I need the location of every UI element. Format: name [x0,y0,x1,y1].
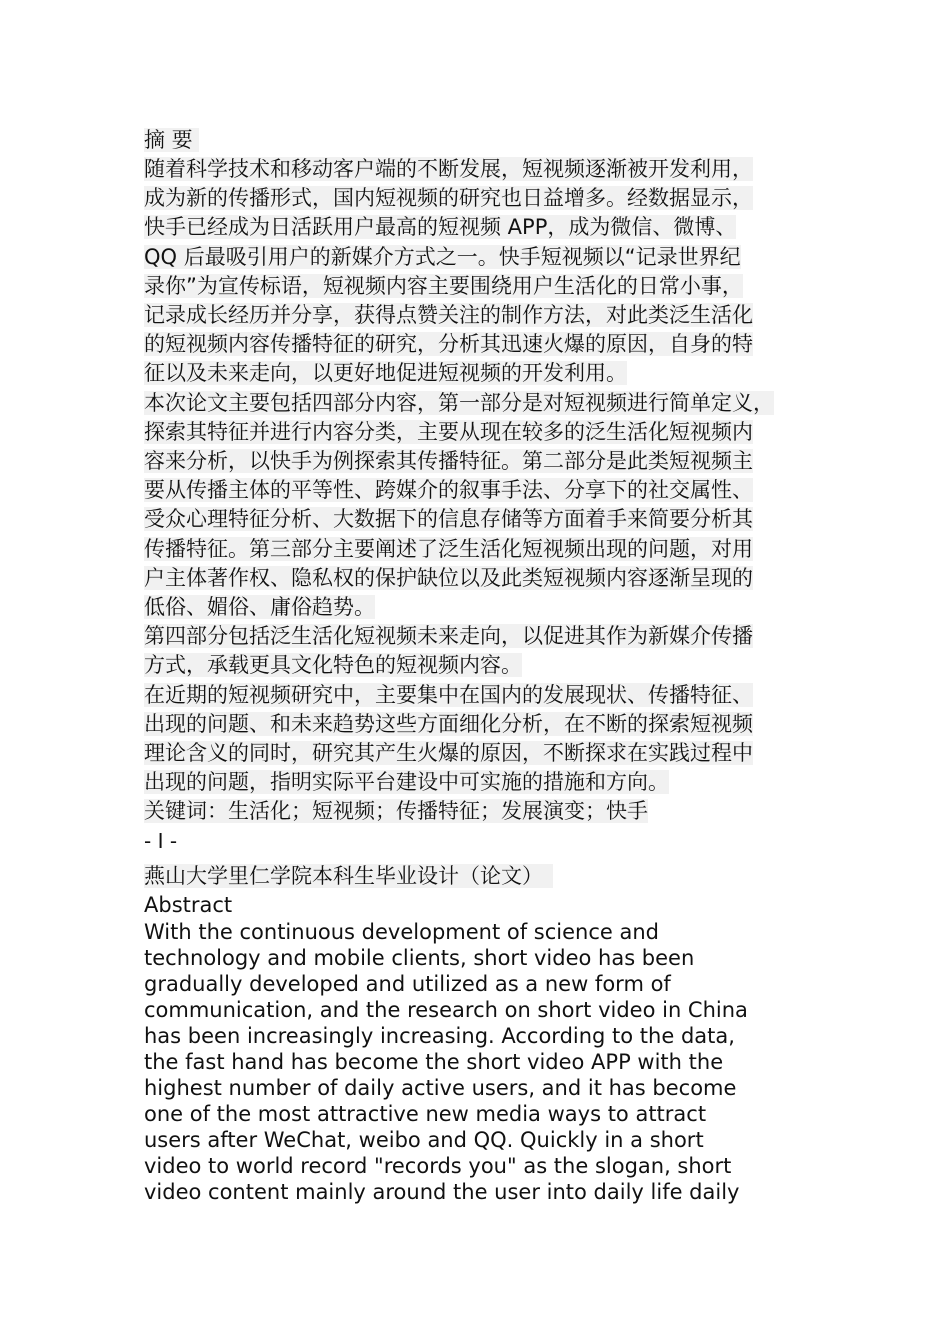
text-line: 在近期的短视频研究中，主要集中在国内的发展现状、传播特征、 [144,682,753,707]
text-line: 成为新的传播形式，国内短视频的研究也日益增多。经数据显示， [144,186,753,211]
text-line: 户主体著作权、隐私权的保护缺位以及此类短视频内容逐渐呈现的 [144,565,753,590]
text-line: 低俗、媚俗、庸俗趋势。 [144,595,375,620]
text-line: 受众心理特征分析、大数据下的信息存储等方面着手来简要分析其 [144,507,753,532]
text-line: With the continuous development of science and [144,919,659,944]
text-line: 的短视频内容传播特征的研究，分析其迅速火爆的原因，自身的特 [144,332,753,357]
page-number: - I - [144,828,178,853]
text-line: gradually developed and utilized as a new form of [144,971,671,996]
text-line: 本次论文主要包括四部分内容，第一部分是对短视频进行简单定义， [144,390,774,415]
keywords-line: 关键词：生活化；短视频；传播特征；发展演变；快手 [144,799,648,824]
text-line: 出现的问题、和未来趋势这些方面细化分析，在不断的探索短视频 [144,711,753,736]
abstract-zh-paragraph-1 [144,155,824,389]
text-line: 要从传播主体的平等性、跨媒介的叙事手法、分享下的社交属性、 [144,478,753,503]
text-line: video content mainly around the user into daily life daily [144,1179,740,1204]
text-line: 探索其特征并进行内容分类，主要从现在较多的泛生活化短视频内 [144,419,753,444]
text-line: QQ 后最吸引用户的新媒介方式之一。快手短视频以“记录世界纪 [144,244,741,269]
document-page [144,126,824,1205]
abstract-en-heading: Abstract [144,892,233,917]
text-line: 随着科学技术和移动客户端的不断发展，短视频逐渐被开发利用， [144,157,753,181]
text-line: technology and mobile clients, short video has been [144,945,695,970]
text-line: 快手已经成为日活跃用户最高的短视频 APP，成为微信、微博、 [144,215,737,240]
text-line: 方式，承载更具文化特色的短视频内容。 [144,653,522,678]
text-line: 传播特征。第三部分主要阐述了泛生活化短视频出现的问题，对用 [144,536,753,561]
abstract-zh-paragraph-2 [144,389,824,623]
text-line: video to world record "records you" as the slogan, short [144,1153,732,1178]
text-line: 征以及未来走向，以更好地促进短视频的开发利用。 [144,361,627,386]
text-line: has been increasingly increasing. According to the data, [144,1023,735,1048]
text-line: the fast hand has become the short video APP with the [144,1049,724,1074]
text-line: communication, and the research on short video in China [144,997,748,1022]
text-line: 容来分析，以快手为例探索其传播特征。第二部分是此类短视频主 [144,449,753,474]
text-line: one of the most attractive new media ways to attract [144,1101,707,1126]
abstract-en-paragraph [144,919,824,1205]
text-line: 出现的问题，指明实际平台建设中可实施的措施和方向。 [144,770,669,795]
text-line: highest number of daily active users, and it has become [144,1075,737,1100]
abstract-zh-heading: 摘 要 [144,126,824,155]
text-line: users after WeChat, weibo and QQ. Quickly in a short [144,1127,704,1152]
text-line: 第四部分包括泛生活化短视频未来走向，以促进其作为新媒介传播 [144,624,753,649]
text-line: 理论含义的同时，研究其产生火爆的原因，不断探求在实践过程中 [144,741,753,766]
text-line: 记录成长经历并分享，获得点赞关注的制作方法，对此类泛生活化 [144,303,753,328]
abstract-zh-paragraph-3 [144,622,824,680]
school-header: 燕山大学里仁学院本科生毕业设计（论文） [144,861,824,892]
abstract-zh-paragraph-4 [144,681,824,798]
text-line: 录你”为宣传标语，短视频内容主要围绕用户生活化的日常小事， [144,273,743,298]
